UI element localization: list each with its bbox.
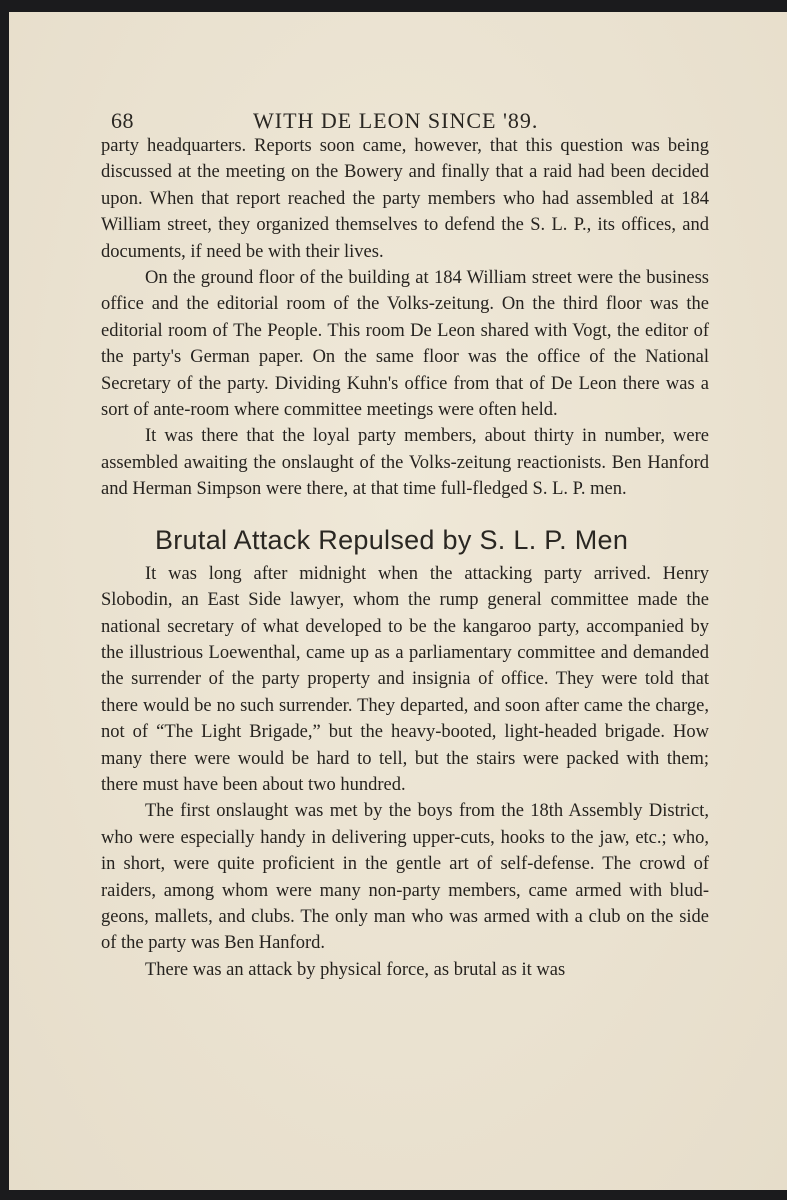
paragraph-3: It was there that the loyal party members, about thirty in number, were assembled awaiting the onslaught of the Volks-zeitung reactionists. Ben Hanford and Herman Simpson were there, at that time full-fledged S. L. P. men. <box>101 426 709 500</box>
paragraph-4: It was long after midnight when the attacking party arrived. Henry Slobodin, an East Side lawyer, whom the rump general committee made the national secretary of what developed to be the kangaroo party, accompanied by the illustrious Loewenthal, came up as a parliamentary committee and demanded the surrender of the party property and insignia of office. They were told that there would be no such surrender. They departed, and soon after came the charge, not of “The Light Brigade,” but the heavy-booted, light-headed brigade. How many there were would be hard to tell, but the stairs were packed with them; there must have been about two hundred. <box>101 563 709 795</box>
running-title: WITH DE LEON SINCE '89. <box>253 108 539 133</box>
paragraph-1: party headquarters. Reports soon came, however, that this question was being discussed at the meeting on the Bowery and finally that a raid had been decided upon. When that report reached the party members who had assembled at 184 William street, they organized themselves to defend the S. L. P., its offices, and documents, if need be with their lives. <box>101 136 709 262</box>
body-text <box>101 133 709 983</box>
paragraph-2: On the ground floor of the building at 184 William street were the business office and the editorial room of the Volks-zeitung. On the third floor was the editorial room of The People. This room De Leon shared with Vogt, the editor of the party's German paper. On the same floor was the office of the National Secretary of the party. Dividing Kuhn's office from that of De Leon there was a sort of ante-room where committee meetings were often held. <box>101 268 709 421</box>
paragraph-6: There was an attack by physical force, as brutal as it was <box>145 959 566 980</box>
page-number: 68 <box>111 108 134 133</box>
paragraph-5: The first onslaught was met by the boys from the 18th Assembly District, who were especially handy in delivering upper-cuts, hooks to the jaw, etc.; who, in short, were quite proficient in the gentle art of self-defense. The crowd of raiders, among whom were many non-party members, came armed with bludgeons, mallets, and clubs. The only man who was armed with a club on the side of the party was Ben Hanford. <box>101 801 709 954</box>
section-heading: Brutal Attack Repulsed by S. L. P. Men <box>155 524 629 555</box>
